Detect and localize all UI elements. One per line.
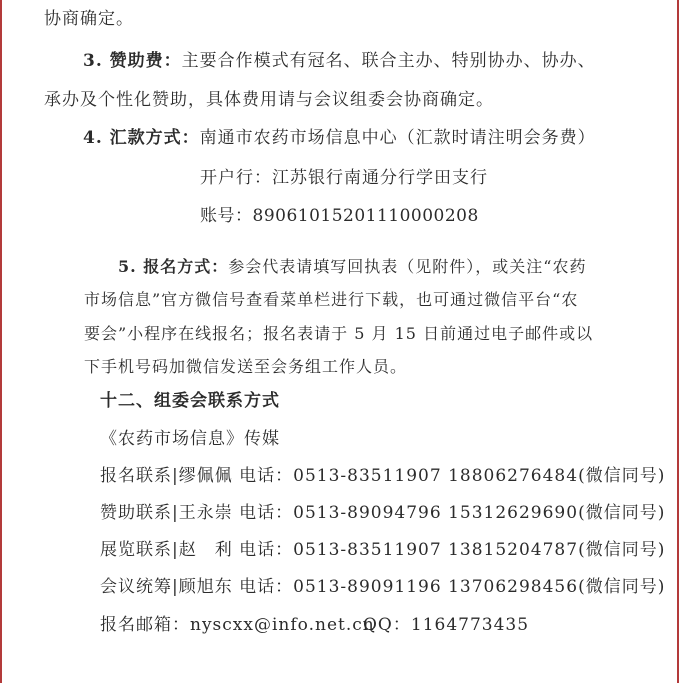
item4-bank <box>200 167 488 189</box>
section12-media <box>100 428 280 450</box>
email-address[interactable]: nyscxx@info.net.cn <box>190 615 375 635</box>
item5-line1 <box>118 256 586 278</box>
contact-row <box>100 465 665 487</box>
contact-row <box>100 539 665 561</box>
contact-role: 赞助联系 <box>100 503 172 523</box>
contact-name: 缪佩佩 <box>178 466 233 486</box>
item3-text2: 承办及个性化赞助，具体费用请与会议组委会协商确定。 <box>44 90 494 110</box>
contact-role: 报名联系 <box>100 466 172 486</box>
contact-phone: 0513-89094796 15312629690 <box>293 503 579 523</box>
contact-note: (微信同号) <box>578 503 666 523</box>
item5-line4 <box>84 356 407 378</box>
item4-bank-text: 开户行：江苏银行南通分行学田支行 <box>200 168 488 188</box>
contact-name: 王永崇 <box>178 503 233 523</box>
contact-separator: | <box>172 577 179 597</box>
qq-label: QQ： <box>363 615 411 635</box>
item5-text2: 市场信息”官方微信号查看菜单栏进行下载，也可通过微信平台“农 <box>84 290 579 309</box>
item3-line1 <box>83 50 596 72</box>
item5-text1: 参会代表请填写回执表（见附件），或关注“农药 <box>228 257 587 276</box>
contact-separator: | <box>172 466 179 486</box>
contact-row <box>100 576 665 598</box>
email-row <box>100 614 375 636</box>
item3-heading: 3. 赞助费： <box>83 51 182 71</box>
item4-text1: 南通市农药市场信息中心（汇款时请注明会务费） <box>199 128 596 148</box>
item5-text4: 下手机号码加微信发送至会务组工作人员。 <box>84 357 408 376</box>
section12-media-text: 《农药市场信息》传媒 <box>100 429 280 449</box>
contact-note: (微信同号) <box>578 466 666 486</box>
item4-account-text: 账号：89061015201110000208 <box>200 206 479 226</box>
continuation-line <box>44 8 134 30</box>
item4-heading: 4. 汇款方式： <box>83 128 200 148</box>
email-label: 报名邮箱： <box>100 615 190 635</box>
section12-title <box>100 390 280 412</box>
contact-row <box>100 502 665 524</box>
contact-phone-label: 电话： <box>239 466 294 486</box>
contact-separator: | <box>172 540 179 560</box>
continuation-text: 协商确定。 <box>44 9 134 29</box>
section12-title-text: 十二、组委会联系方式 <box>100 391 280 411</box>
contact-phone-label: 电话： <box>239 503 294 523</box>
contact-separator: | <box>172 503 179 523</box>
item3-text1: 主要合作模式有冠名、联合主办、特别协办、协办、 <box>181 51 596 71</box>
qq-number: 1164773435 <box>410 615 530 635</box>
contact-phone-label: 电话： <box>239 577 294 597</box>
contact-role: 展览联系 <box>100 540 172 560</box>
contact-phone: 0513-89091196 13706298456 <box>293 577 579 597</box>
contact-name: 赵 利 <box>178 540 233 560</box>
contact-phone: 0513-83511907 18806276484 <box>293 466 579 486</box>
item5-line2 <box>84 289 578 311</box>
contact-note: (微信同号) <box>578 577 666 597</box>
item5-text3: 要会”小程序在线报名；报名表请于 5 月 15 日前通过电子邮件或以 <box>84 324 594 343</box>
contact-role: 会议统筹 <box>100 577 172 597</box>
page-left-border <box>0 0 2 683</box>
contact-phone: 0513-83511907 13815204787 <box>293 540 579 560</box>
qq-row <box>363 614 529 636</box>
item5-heading: 5. 报名方式： <box>118 257 229 276</box>
item5-line3 <box>84 323 593 345</box>
contact-note: (微信同号) <box>578 540 666 560</box>
item4-line1 <box>83 127 596 149</box>
contact-name: 顾旭东 <box>178 577 233 597</box>
contact-phone-label: 电话： <box>239 540 294 560</box>
item3-line2 <box>44 89 494 111</box>
item4-account <box>200 205 479 227</box>
